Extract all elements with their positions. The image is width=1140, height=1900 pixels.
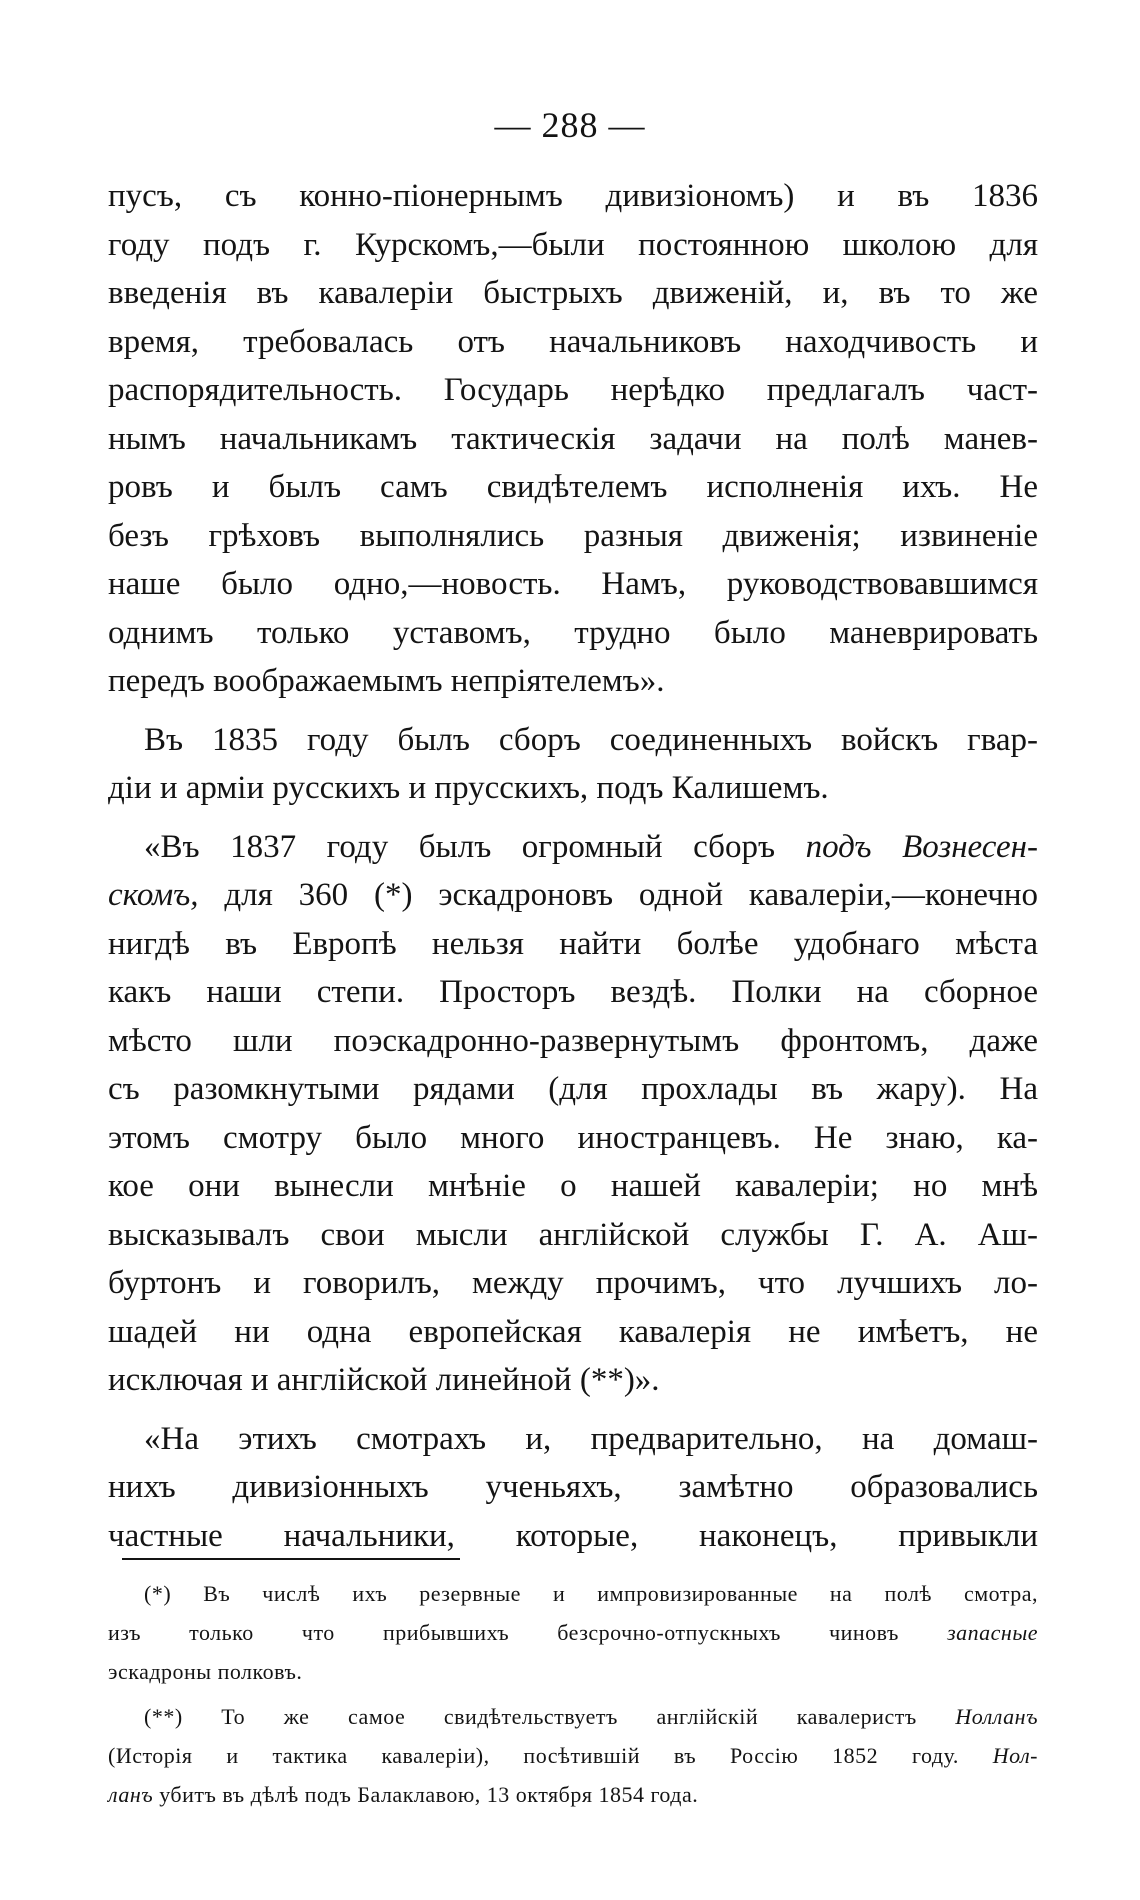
text-line: ровъ и былъ самъ свидѣтелемъ исполненія ихъ. Не: [108, 469, 1038, 505]
paragraph-2: [108, 716, 1038, 813]
paragraph-1: [108, 172, 1038, 706]
text-line: году подъ г. Курскомъ,—были постоянною школою для: [108, 226, 1038, 263]
text-line: распорядительность. Государь нерѣдко предлагалъ част-: [108, 372, 1038, 408]
text-line: мѣсто шли поэскадронно-развернутымъ фронтомъ, даже: [108, 1022, 1038, 1059]
footnote-line: [108, 1775, 1038, 1814]
text-line: нымъ начальникамъ тактическія задачи на полѣ манев-: [108, 420, 1038, 457]
paragraph-4: [108, 1415, 1038, 1561]
text-line: «На этихъ смотрахъ и, предварительно, на домаш-: [144, 1420, 1038, 1457]
paragraph-3: [108, 823, 1038, 1405]
text-line: [108, 871, 1038, 920]
text-line: буртонъ и говорилъ, между прочимъ, что лучшихъ ло-: [108, 1265, 1038, 1301]
text-line: Въ 1835 году былъ сборъ соединенныхъ войскъ гвар-: [144, 721, 1038, 758]
text-segment: убитъ въ дѣлѣ подъ Балаклавою, 13 октября 1854 года.: [153, 1782, 699, 1807]
text-line: однимъ только уставомъ, трудно было маневрировать: [108, 614, 1038, 651]
text-segment: (**) То же самое свидѣтельствуетъ англійскій кавалеристъ: [144, 1704, 956, 1729]
italic-place-name: скомъ,: [108, 877, 199, 913]
text-segment: изъ только что прибывшихъ безсрочно-отпускныхъ чиновъ: [108, 1620, 948, 1645]
text-line: введенія въ кавалеріи быстрыхъ движеній, и, въ то же: [108, 275, 1038, 311]
text-line: исключая и англійской линейной (**)».: [108, 1362, 660, 1398]
text-line: частные начальники, которые, наконецъ, привыкли: [108, 1517, 1038, 1554]
footnote-line: [108, 1613, 1038, 1652]
text-line: шадей ни одна европейская кавалерія не имѣетъ, не: [108, 1313, 1038, 1350]
footnote-divider: [122, 1558, 460, 1560]
text-line: какъ наши степи. Просторъ вездѣ. Полки на сборное: [108, 974, 1038, 1010]
footnote-2: [108, 1697, 1038, 1814]
text-line: этомъ смотру было много иностранцевъ. Не знаю, ка-: [108, 1119, 1038, 1156]
footnote-1: [108, 1574, 1038, 1691]
text-line: пусъ, съ конно-піонернымъ дивизіономъ) и въ 1836: [108, 178, 1038, 214]
footnotes: [108, 1574, 1038, 1820]
footnote-line: (*) Въ числѣ ихъ резервные и импровизированные на полѣ смотра,: [144, 1581, 1038, 1606]
text-line: кое они вынесли мнѣніе о нашей кавалеріи; но мнѣ: [108, 1168, 1038, 1204]
text-segment: «Въ 1837 году былъ огромный сборъ: [144, 828, 806, 865]
italic-author-name: Нолланъ: [955, 1704, 1038, 1729]
text-line: [108, 823, 1038, 872]
text-line: передъ воображаемымъ непріятелемъ».: [108, 663, 665, 699]
footnote-line: эскадроны полковъ.: [108, 1659, 303, 1684]
footnote-line: [108, 1697, 1038, 1736]
text-line: нихъ дивизіонныхъ ученьяхъ, замѣтно образовались: [108, 1469, 1038, 1505]
text-line: съ разомкнутыми рядами (для прохлады въ жару). На: [108, 1071, 1038, 1107]
text-line: нигдѣ въ Европѣ нельзя найти болѣе удобнаго мѣста: [108, 925, 1038, 962]
text-line: безъ грѣховъ выполнялись разныя движенія; извиненіе: [108, 517, 1038, 554]
italic-text: запасные: [947, 1620, 1038, 1645]
italic-author-name: Нол-: [992, 1743, 1038, 1768]
text-line: время, требовалась отъ начальниковъ находчивость и: [108, 323, 1038, 360]
italic-author-name: ланъ: [108, 1782, 154, 1807]
italic-place-name: подъ Вознесен-: [805, 828, 1038, 865]
main-text: [108, 172, 1038, 1560]
text-line: высказывалъ свои мысли англійской службы Г. А. Аш-: [108, 1216, 1038, 1253]
text-segment: для 360 (*) эскадроновъ одной кавалеріи,—конечно: [198, 877, 1038, 913]
text-line: діи и арміи русскихъ и прусскихъ, подъ Калишемъ.: [108, 770, 829, 806]
footnote-line: [108, 1736, 1038, 1775]
text-segment: (Исторія и тактика кавалеріи), посѣтившій въ Россію 1852 году.: [108, 1743, 993, 1768]
page-number: — 288 —: [494, 105, 646, 145]
text-line: наше было одно,—новость. Намъ, руководствовавшимся: [108, 566, 1038, 602]
